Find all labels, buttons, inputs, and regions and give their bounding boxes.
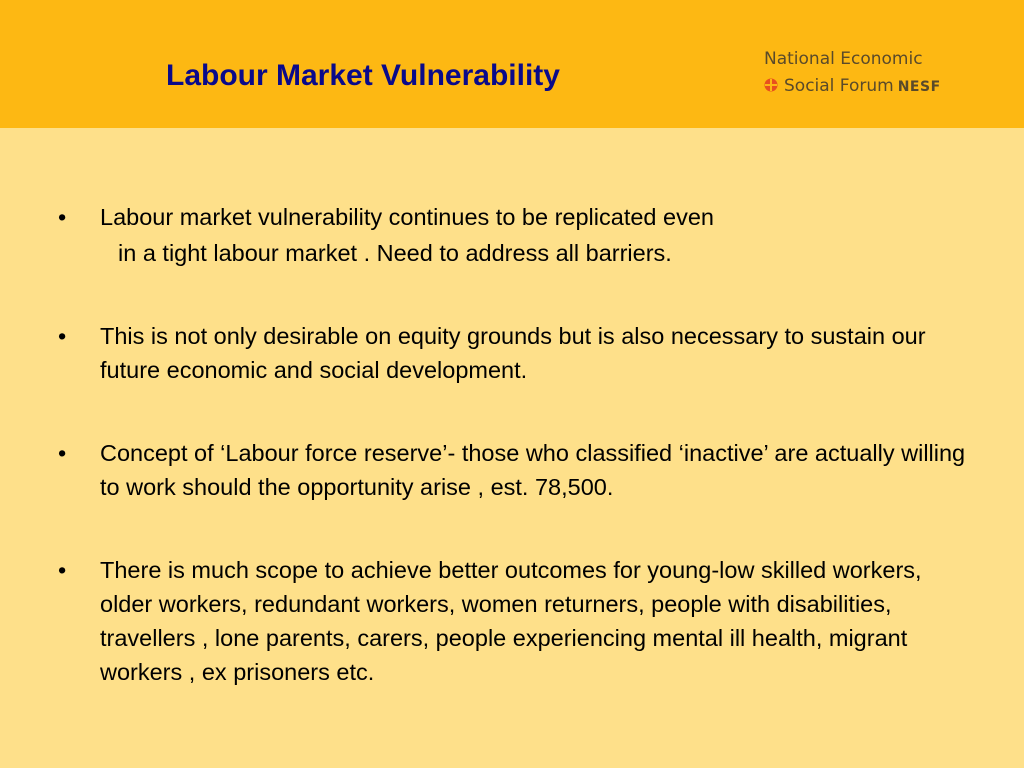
logo-line-2	[764, 75, 941, 98]
logo-line-1: National Economic	[764, 49, 923, 69]
header-band	[0, 0, 1024, 128]
bullet-text-1-line-2: in a tight labour market . Need to address all barriers.	[118, 240, 672, 266]
bullet-marker: •	[58, 440, 67, 466]
bullet-text-2: This is not only desirable on equity grounds but is also necessary to sustain our future economic and social development.	[100, 323, 926, 383]
logo-cross-icon	[764, 78, 778, 92]
bullet-text-4: There is much scope to achieve better outcomes for young-low skilled workers, older workers, redundant workers, women returners, people with disabilities, travellers , lone parents, carers, people experiencing mental ill health, migrant workers , ex prisoners etc.	[100, 557, 922, 685]
bullet-item-1	[58, 200, 978, 270]
logo-line-2-text: Social Forum	[784, 76, 894, 96]
nesf-logo	[764, 44, 984, 104]
bullet-item-3	[58, 436, 978, 504]
bullet-marker: •	[58, 323, 67, 349]
bullet-text-1-line-1: Labour market vulnerability continues to be replicated even	[100, 204, 714, 230]
bullet-text-3: Concept of ‘Labour force reserve’- those who classified ‘inactive’ are actually willing to work should the opportunity arise , est. 78,500.	[100, 440, 966, 500]
bullet-list	[58, 200, 978, 738]
bullet-item-4	[58, 553, 978, 689]
slide-title: Labour Market Vulnerability	[166, 59, 560, 92]
bullet-marker: •	[58, 204, 67, 230]
bullet-item-2	[58, 319, 978, 387]
logo-abbreviation: NESF	[897, 79, 941, 95]
bullet-marker: •	[58, 557, 67, 583]
